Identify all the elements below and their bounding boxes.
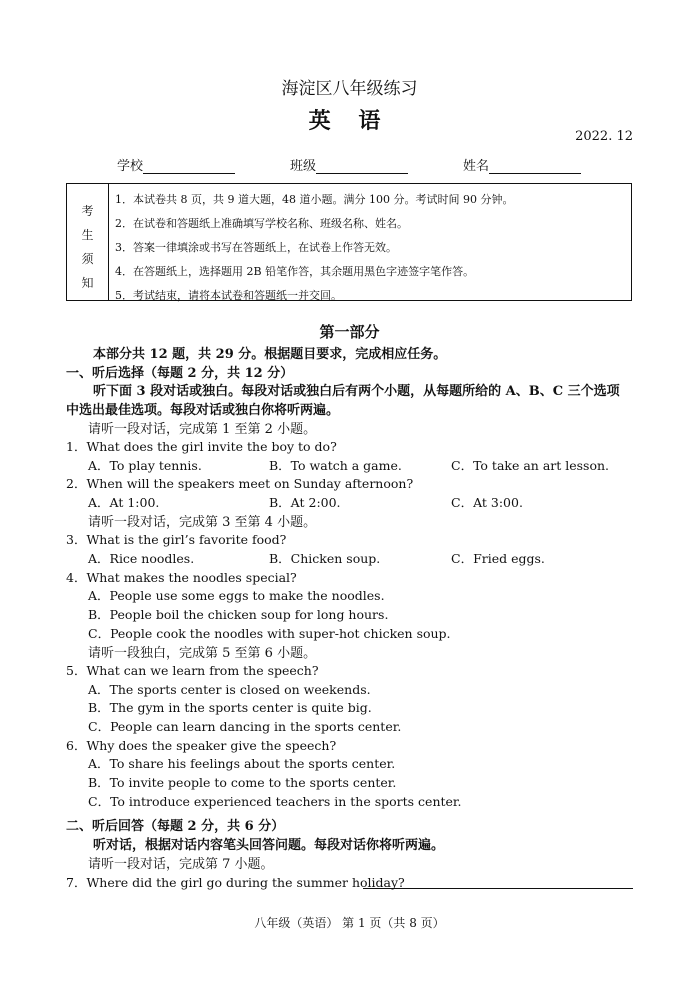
subject-title: 英 语	[308, 108, 391, 134]
notice-label-char: 须	[81, 252, 94, 266]
section2-instruction: 听对话，根据对话内容笔头回答问题。每段对话你将听两遍。	[93, 838, 445, 853]
notice-label-char: 考	[81, 204, 94, 218]
exam-date: 2022. 12	[575, 129, 633, 144]
section1-instruction: 中选出最佳选项。每段对话或独白你将听两遍。	[66, 403, 340, 418]
name-field	[463, 155, 581, 174]
notice-label	[67, 184, 109, 300]
question-5-option-c: C．People can learn dancing in the sports center.	[88, 719, 402, 734]
question-1: 1．What does the girl invite the boy to do?	[66, 439, 337, 454]
question-4-option-c: C．People cook the noodles with super-hot chicken soup.	[88, 626, 451, 641]
question-6-option-a: A．To share his feelings about the sports center.	[88, 756, 396, 771]
name-label: 姓名	[463, 159, 490, 174]
class-field	[290, 155, 408, 174]
section1-heading: 一、听后选择（每题 2 分，共 12 分）	[66, 366, 294, 381]
question-3-option-a: A．Rice noodles.	[88, 551, 195, 566]
notice-item: 2．在试卷和答题纸上准确填写学校名称、班级名称、姓名。	[115, 217, 408, 230]
section2-heading: 二、听后回答（每题 2 分，共 6 分）	[66, 819, 285, 834]
answer-line	[363, 888, 633, 889]
name-blank	[489, 159, 581, 174]
class-blank	[316, 159, 408, 174]
question-6-option-c: C．To introduce experienced teachers in the sports center.	[88, 794, 462, 809]
question-3: 3．What is the girl’s favorite food?	[66, 532, 287, 547]
notice-label-char: 知	[81, 276, 94, 290]
question-5-option-b: B．The gym in the sports center is quite big.	[88, 700, 372, 715]
notice-item: 3．答案一律填涂或书写在答题纸上，在试卷上作答无效。	[115, 241, 397, 254]
notice-item: 5．考试结束，请将本试卷和答题纸一并交回。	[115, 289, 342, 302]
question-1-option-b: B．To watch a game.	[269, 458, 402, 473]
listening-prompt: 请听一段对话，完成第 3 至第 4 小题。	[88, 515, 317, 530]
question-2-option-c: C．At 3:00.	[451, 495, 523, 510]
question-4-option-a: A．People use some eggs to make the noodles.	[88, 588, 385, 603]
question-5-option-a: A．The sports center is closed on weekends.	[88, 682, 371, 697]
section1-instruction: 听下面 3 段对话或独白。每段对话或独白后有两个小题，从每题所给的 A、B、C 三个选项	[93, 384, 620, 399]
question-6-option-b: B．To invite people to come to the sports center.	[88, 775, 397, 790]
question-1-option-c: C．To take an art lesson.	[451, 458, 610, 473]
part-title: 第一部分	[319, 323, 380, 341]
notice-item: 1．本试卷共 8 页，共 9 道大题，48 道小题。满分 100 分。考试时间 90 分钟。	[115, 193, 514, 206]
notice-label-char: 生	[81, 228, 94, 242]
question-5: 5．What can we learn from the speech?	[66, 663, 319, 678]
question-3-option-c: C．Fried eggs.	[451, 551, 545, 566]
question-6: 6．Why does the speaker give the speech?	[66, 738, 337, 753]
question-2-option-b: B．At 2:00.	[269, 495, 341, 510]
school-blank	[143, 159, 235, 174]
question-3-option-b: B．Chicken soup.	[269, 551, 381, 566]
question-2: 2．When will the speakers meet on Sunday afternoon?	[66, 476, 414, 491]
class-label: 班级	[290, 159, 317, 174]
question-4-option-b: B．People boil the chicken soup for long hours.	[88, 607, 389, 622]
question-7: 7．Where did the girl go during the summer holiday?	[66, 875, 405, 890]
listening-prompt: 请听一段独白，完成第 5 至第 6 小题。	[88, 646, 317, 661]
listening-prompt: 请听一段对话，完成第 7 小题。	[88, 857, 274, 872]
notice-item: 4．在答题纸上，选择题用 2B 铅笔作答，其余题用黑色字迹签字笔作答。	[115, 265, 475, 278]
exam-notice-box	[66, 183, 632, 301]
question-2-option-a: A．At 1:00.	[88, 495, 160, 510]
school-label: 学校	[117, 159, 144, 174]
listening-prompt: 请听一段对话，完成第 1 至第 2 小题。	[88, 422, 317, 437]
page-footer: 八年级（英语） 第 1 页（共 8 页）	[254, 916, 445, 930]
part-intro: 本部分共 12 题，共 29 分。根据题目要求，完成相应任务。	[93, 347, 447, 362]
question-4: 4．What makes the noodles special?	[66, 570, 297, 585]
exam-title: 海淀区八年级练习	[281, 79, 418, 99]
school-field	[117, 155, 235, 174]
question-1-option-a: A．To play tennis.	[88, 458, 202, 473]
